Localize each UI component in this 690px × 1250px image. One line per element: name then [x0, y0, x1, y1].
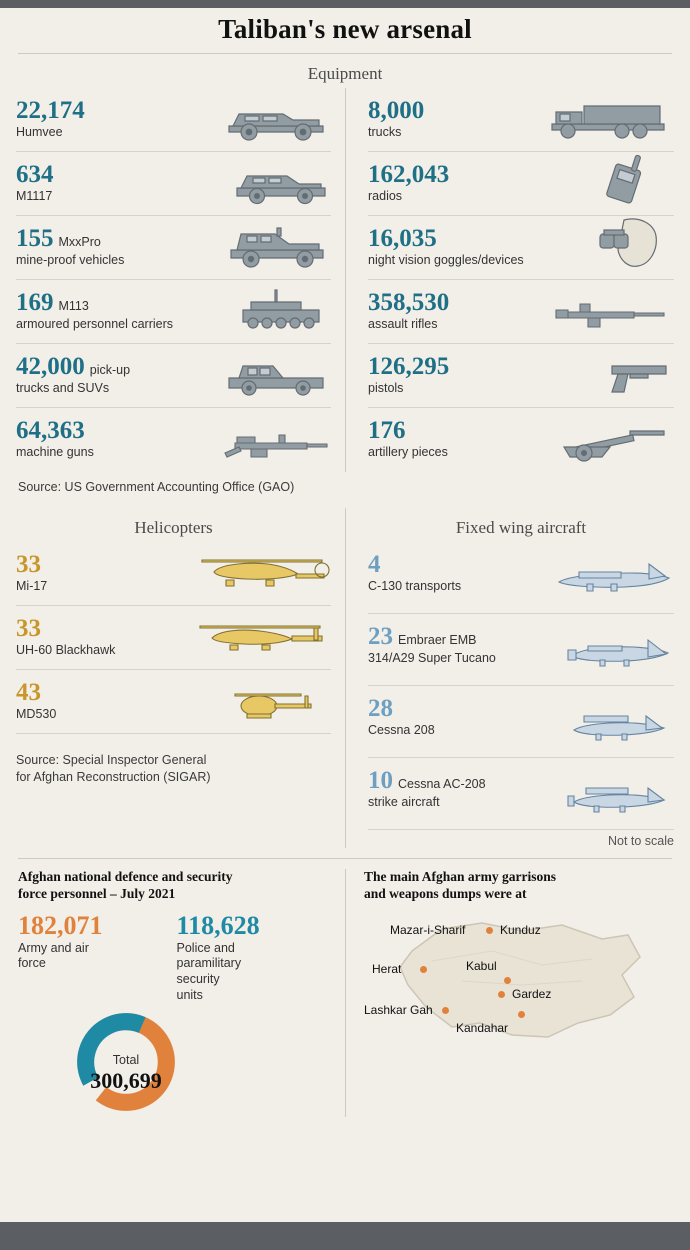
stat-label: Cessna AC-208: [398, 777, 486, 791]
stat-sublabel: trucks: [368, 125, 402, 139]
map-heading: [364, 869, 672, 903]
stat-row: [368, 152, 674, 216]
stat-row: [368, 88, 674, 152]
map-heading-line1: The main Afghan army garrisons: [364, 869, 557, 884]
stat-value: 358,530: [368, 289, 450, 316]
stat-value: 176: [368, 417, 406, 444]
pistol-icon: [604, 358, 674, 403]
pickup-truck-icon: [221, 358, 331, 403]
sigar-source-line1: Source: Special Inspector General: [16, 753, 207, 767]
c130-aircraft-icon: [549, 558, 674, 609]
cessna-ac208-icon: [564, 780, 674, 825]
stat-sublabel: armoured personnel carriers: [16, 317, 174, 331]
personnel-heading: [18, 869, 335, 903]
stat-value: 126,295: [368, 353, 450, 380]
city-dot: [518, 1011, 525, 1018]
stat-row: [16, 152, 331, 216]
equipment-heading: Equipment: [307, 64, 383, 83]
stat-row: [16, 670, 331, 734]
stat-sublabel: trucks and SUVs: [16, 381, 110, 395]
title-divider: [18, 53, 672, 54]
city-dot: [442, 1007, 449, 1014]
stat-row: [368, 408, 674, 472]
bottom-bar: [0, 1222, 690, 1250]
stat-value: 64,363: [16, 417, 85, 444]
personnel-donut-chart: [18, 1007, 335, 1117]
army-label: [18, 941, 177, 972]
stat-value: 4: [368, 551, 381, 578]
stat-sublabel: strike aircraft: [368, 795, 440, 809]
stat-value: 43: [16, 679, 41, 706]
md530-helicopter-icon: [221, 684, 331, 729]
stat-row: [368, 758, 674, 830]
police-value: 118,628: [176, 910, 260, 940]
bottom-section: [0, 859, 690, 1117]
stat-sublabel: M1117: [16, 189, 53, 203]
personnel-stats: [18, 910, 335, 1004]
stat-value: 23: [368, 623, 393, 650]
equipment-columns: [0, 88, 690, 472]
police-label-line1: Police and: [176, 940, 235, 955]
super-tucano-icon: [564, 632, 674, 681]
stat-sublabel: pistols: [368, 381, 404, 395]
stat-value: 10: [368, 767, 393, 794]
stat-value: 169: [16, 289, 54, 316]
stat-sublabel: artillery pieces: [368, 445, 448, 459]
personnel-heading-line2: force personnel – July 2021: [18, 885, 176, 901]
helicopters-column: [16, 508, 345, 848]
mine-proof-vehicle-icon: [221, 226, 331, 275]
cargo-truck-icon: [544, 98, 674, 147]
machine-gun-icon: [221, 427, 331, 468]
stat-sublabel: UH-60 Blackhawk: [16, 643, 116, 657]
city-label: Kunduz: [500, 922, 541, 937]
police-stat: [176, 910, 336, 1004]
stat-value: 8,000: [368, 97, 425, 124]
stat-value: 42,000: [16, 353, 85, 380]
city-label: Gardez: [512, 986, 552, 1001]
stat-value: 33: [16, 615, 41, 642]
sigar-source-line2: for Afghan Reconstruction (SIGAR): [16, 769, 211, 784]
army-stat: [18, 910, 177, 1004]
map-heading-line2: and weapons dumps were at: [364, 885, 527, 901]
stat-row: [16, 542, 331, 606]
stat-row: [368, 686, 674, 758]
stat-sublabel: Mi-17: [16, 579, 48, 593]
page-title: Taliban's new arsenal: [218, 14, 472, 44]
gao-source: Source: US Government Accounting Office (GAO): [18, 480, 295, 494]
sigar-source: [16, 734, 331, 786]
blackhawk-helicopter-icon: [196, 614, 331, 665]
personnel-panel: [18, 869, 345, 1117]
stat-label: MxxPro: [58, 235, 101, 249]
city-label: Kandahar: [456, 1020, 509, 1035]
stat-value: 22,174: [16, 97, 85, 124]
mi17-helicopter-icon: [196, 550, 331, 601]
stat-sublabel: MD530: [16, 707, 57, 721]
night-vision-goggles-icon: [594, 214, 674, 275]
stat-row: [368, 344, 674, 408]
afghanistan-map: [364, 911, 672, 1046]
not-to-scale-note: Not to scale: [607, 834, 674, 848]
city-dot: [498, 991, 505, 998]
stat-sublabel: mine-proof vehicles: [16, 253, 125, 267]
stat-row: [16, 216, 331, 280]
city-label: Mazar-i-Sharif: [390, 922, 466, 937]
army-label-line2: force: [18, 956, 46, 971]
humvee-icon: [221, 100, 331, 147]
stat-row: [16, 88, 331, 152]
stat-row: [16, 280, 331, 344]
stat-sublabel: 314/A29 Super Tucano: [368, 651, 496, 665]
helicopters-heading: Helicopters: [134, 518, 213, 537]
stat-value: 33: [16, 551, 41, 578]
stat-value: 16,035: [368, 225, 437, 252]
stat-row: [368, 280, 674, 344]
stat-sublabel: assault rifles: [368, 317, 438, 331]
stat-value: 634: [16, 161, 54, 188]
cessna-208-icon: [564, 708, 674, 753]
stat-row: [368, 216, 674, 280]
stat-value: 155: [16, 225, 54, 252]
city-dot: [420, 966, 427, 973]
city-label: Herat: [372, 961, 402, 976]
artillery-icon: [554, 423, 674, 468]
stat-row: [368, 614, 674, 686]
personnel-heading-line1: Afghan national defence and security: [18, 869, 233, 884]
radio-icon: [584, 154, 674, 211]
armoured-car-icon: [231, 166, 331, 211]
fixed-wing-heading: Fixed wing aircraft: [455, 518, 587, 537]
stat-sublabel: night vision goggles/devices: [368, 253, 524, 267]
stat-sublabel: radios: [368, 189, 403, 203]
city-dot: [486, 927, 493, 934]
city-label: Lashkar Gah: [364, 1002, 433, 1017]
assault-rifle-icon: [554, 298, 674, 339]
city-label: Kabul: [466, 958, 497, 973]
map-panel: [345, 869, 672, 1117]
police-label-line4: units: [176, 987, 203, 1002]
apc-icon: [231, 288, 331, 339]
total-label: Total: [112, 1053, 140, 1068]
stat-value: 162,043: [368, 161, 450, 188]
army-value: 182,071: [18, 910, 103, 940]
stat-label: Embraer EMB: [398, 633, 477, 647]
city-dot: [504, 977, 511, 984]
stat-sublabel: Humvee: [16, 125, 63, 139]
police-label: [177, 941, 336, 1004]
stat-value: 28: [368, 695, 393, 722]
stat-label: M113: [58, 299, 89, 313]
army-label-line1: Army and air: [18, 940, 89, 955]
fixed-wing-column: [345, 508, 674, 848]
stat-row: [16, 408, 331, 472]
stat-row: [16, 344, 331, 408]
police-label-line2: paramilitary: [176, 956, 242, 971]
stat-sublabel: machine guns: [16, 445, 94, 459]
total-value: 300,699: [90, 1068, 162, 1094]
stat-sublabel: Cessna 208: [368, 723, 435, 737]
equipment-left-column: [16, 88, 345, 472]
stat-label: pick-up: [89, 363, 131, 377]
donut-center-label: [36, 1053, 216, 1094]
stat-row: [368, 542, 674, 614]
stat-row: [16, 606, 331, 670]
top-bar: [0, 0, 690, 8]
police-label-line3: security: [176, 972, 220, 986]
stat-sublabel: C-130 transports: [368, 579, 462, 593]
equipment-right-column: [345, 88, 674, 472]
aircraft-section: [0, 508, 690, 848]
